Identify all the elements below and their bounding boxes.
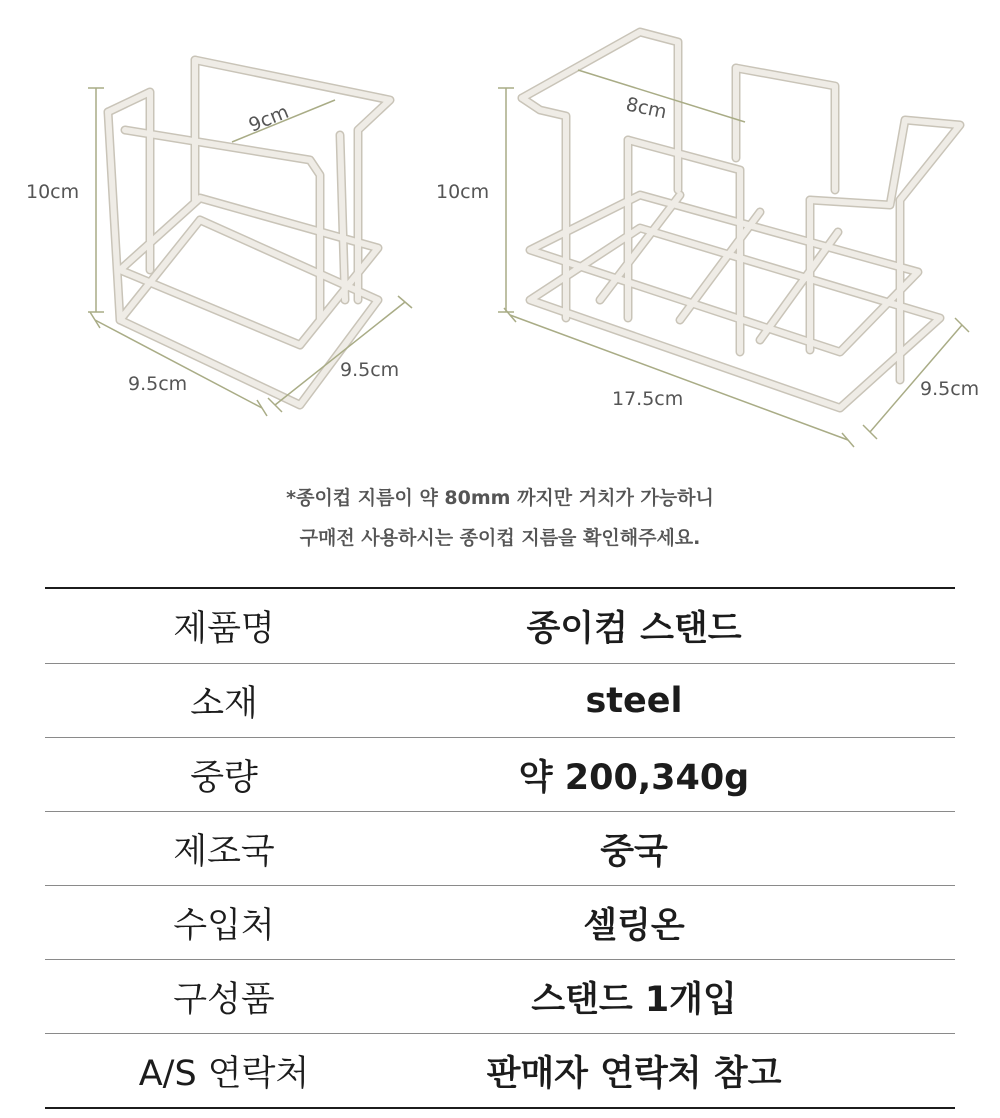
spec-key: A/S 연락처: [138, 1053, 310, 1094]
large-stand-illustration: [522, 32, 960, 408]
spec-value: 판매자 연락처 참고: [486, 1053, 782, 1094]
product-dimension-diagram: [0, 0, 1000, 460]
spec-row: [45, 1033, 955, 1109]
spec-key: 제조국: [173, 831, 275, 872]
spec-key: 구성품: [173, 979, 275, 1020]
spec-key: 중량: [190, 757, 258, 798]
large-height-label: 10cm: [436, 181, 490, 203]
large-width-label: 17.5cm: [612, 388, 684, 410]
note-line-2: 구매전 사용하시는 종이컵 지름을 확인해주세요.: [299, 527, 701, 549]
spec-row: [45, 811, 955, 885]
spec-row: [45, 663, 955, 737]
spec-key: 수입처: [173, 905, 275, 946]
spec-row: [45, 885, 955, 959]
spec-key: 제품명: [173, 609, 275, 649]
spec-row: [45, 587, 955, 663]
spec-row: [45, 737, 955, 811]
small-height-label: 10cm: [26, 181, 80, 203]
small-width-label: 9.5cm: [128, 373, 188, 395]
spec-value: 종이컴 스탠드: [526, 609, 742, 649]
spec-key: 소재: [190, 683, 258, 724]
large-depth-label: 8cm: [623, 93, 669, 124]
spec-value: steel: [585, 680, 683, 721]
spec-value: 약 200,340g: [518, 757, 750, 798]
note-line-1: *종이컵 지름이 약 80mm 까지만 거치가 가능하니: [286, 487, 714, 509]
spec-value: 셀링온: [583, 905, 685, 946]
small-stand-illustration: [108, 60, 390, 405]
spec-value: 중국: [600, 831, 668, 872]
product-spec-table: [45, 587, 955, 1109]
small-side-label: 9.5cm: [340, 359, 400, 381]
spec-value: 스탠드 1개입: [531, 979, 737, 1020]
spec-row: [45, 959, 955, 1033]
small-depth-label: 9cm: [245, 100, 292, 137]
large-side-label: 9.5cm: [920, 378, 980, 400]
cup-diameter-note: [0, 478, 1000, 558]
